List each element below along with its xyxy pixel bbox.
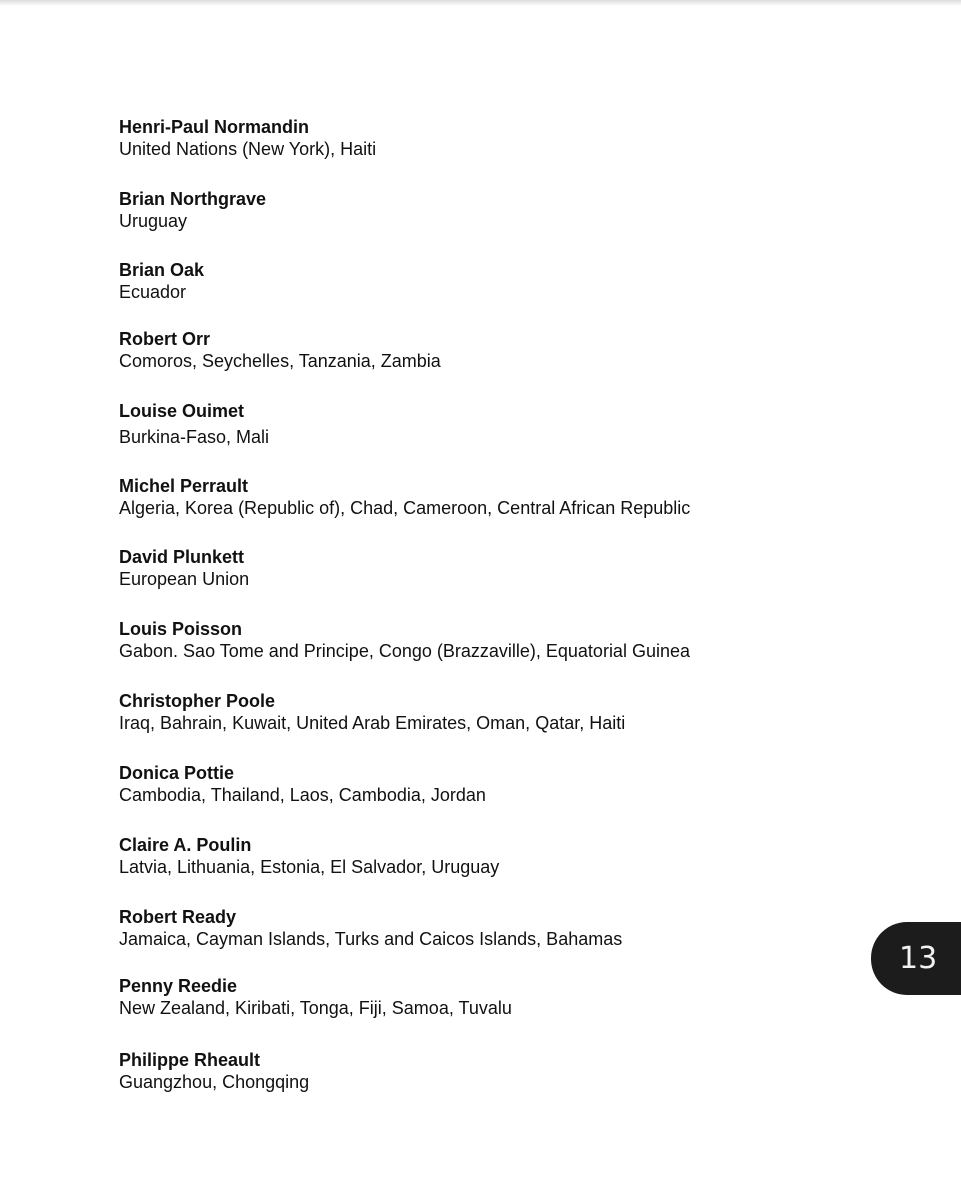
posting-countries: New Zealand, Kiribati, Tonga, Fiji, Samoa, Tuvalu: [119, 998, 512, 1018]
person-name: David Plunkett: [119, 547, 245, 567]
posting-countries: Jamaica, Cayman Islands, Turks and Caicos Islands, Bahamas: [119, 929, 623, 949]
list-item: [119, 834, 859, 878]
person-name: Michel Perrault: [119, 476, 249, 496]
person-name: Brian Oak: [119, 260, 205, 280]
posting-countries: Latvia, Lithuania, Estonia, El Salvador, Uruguay: [119, 857, 500, 877]
page-top-edge: [0, 0, 961, 6]
list-item: [119, 116, 859, 160]
posting-countries: Gabon. Sao Tome and Principe, Congo (Brazzaville), Equatorial Guinea: [119, 641, 690, 661]
list-item: [119, 400, 859, 448]
posting-countries: Comoros, Seychelles, Tanzania, Zambia: [119, 351, 441, 371]
posting-countries: Burkina-Faso, Mali: [119, 427, 270, 447]
person-name: Christopher Poole: [119, 691, 276, 711]
list-item: [119, 975, 859, 1019]
posting-countries: Ecuador: [119, 282, 187, 302]
person-name: Henri-Paul Normandin: [119, 117, 310, 137]
posting-countries: European Union: [119, 569, 250, 589]
list-item: [119, 188, 859, 232]
list-item: [119, 259, 859, 303]
posting-countries: Algeria, Korea (Republic of), Chad, Cameroon, Central African Republic: [119, 498, 691, 518]
page-number-badge: 13: [871, 922, 961, 995]
posting-countries: Cambodia, Thailand, Laos, Cambodia, Jordan: [119, 785, 486, 805]
person-name: Robert Orr: [119, 329, 211, 349]
posting-countries: Uruguay: [119, 211, 188, 231]
person-name: Louise Ouimet: [119, 401, 245, 421]
list-item: [119, 546, 859, 590]
posting-countries: United Nations (New York), Haiti: [119, 139, 377, 159]
posting-countries: Guangzhou, Chongqing: [119, 1072, 310, 1092]
person-name: Louis Poisson: [119, 619, 243, 639]
person-name: Robert Ready: [119, 907, 237, 927]
person-name: Brian Northgrave: [119, 189, 267, 209]
posting-countries: Iraq, Bahrain, Kuwait, United Arab Emirates, Oman, Qatar, Haiti: [119, 713, 626, 733]
list-item: [119, 762, 859, 806]
list-item: [119, 1049, 859, 1093]
person-name: Philippe Rheault: [119, 1050, 261, 1070]
list-item: [119, 328, 859, 372]
list-item: [119, 618, 859, 662]
list-item: [119, 906, 859, 950]
person-name: Claire A. Poulin: [119, 835, 252, 855]
list-item: [119, 475, 859, 519]
list-item: [119, 690, 859, 734]
person-name: Donica Pottie: [119, 763, 235, 783]
person-name: Penny Reedie: [119, 976, 238, 996]
